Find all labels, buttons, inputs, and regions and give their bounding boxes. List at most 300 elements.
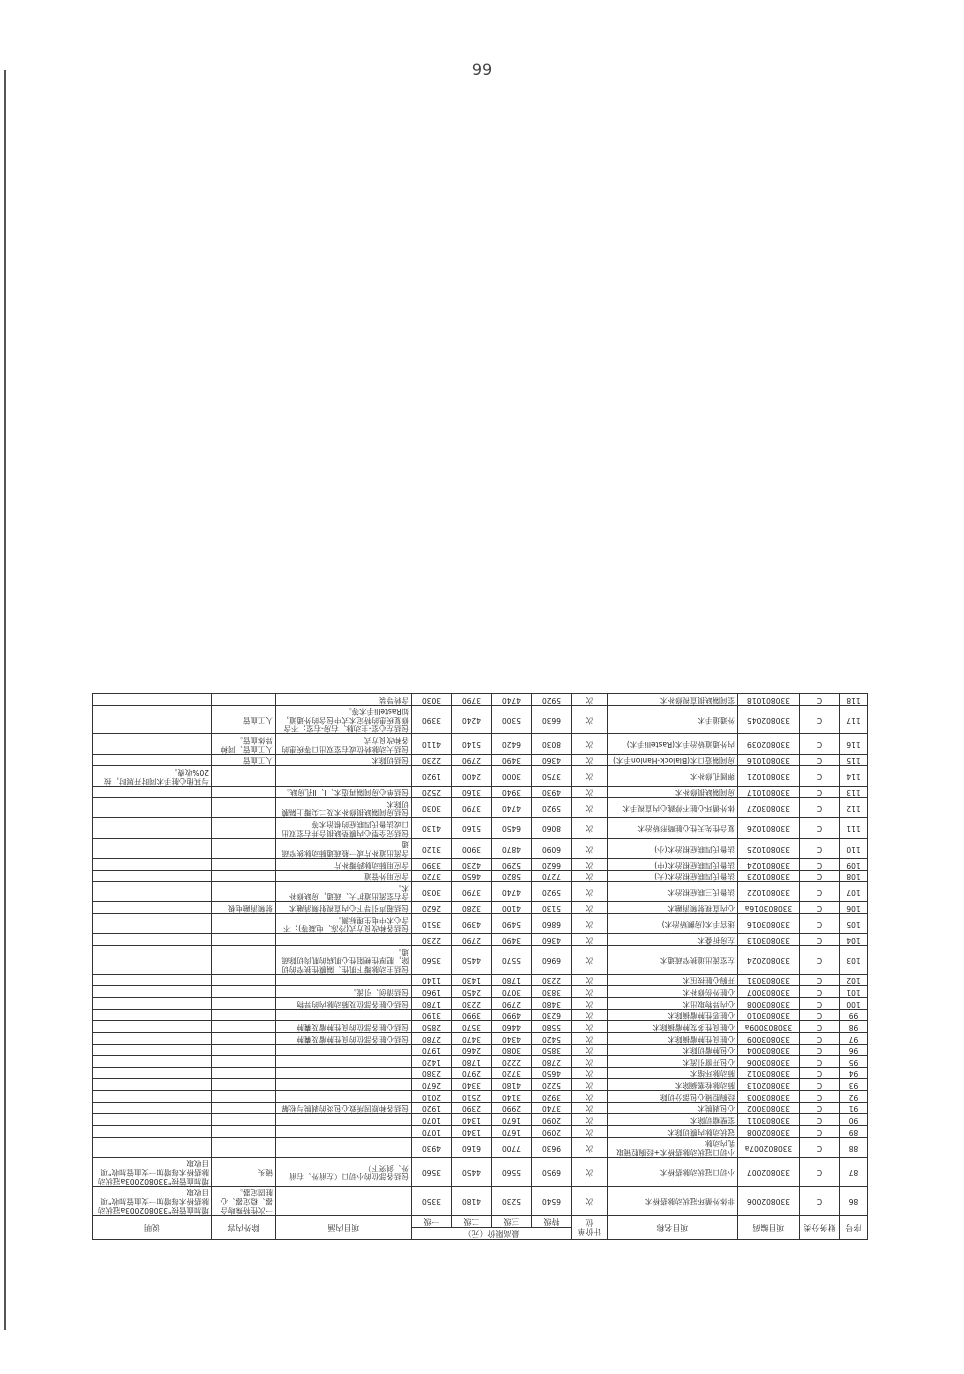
cell-category: C	[800, 870, 840, 882]
cell-price-grade1: 4930	[412, 1137, 452, 1157]
cell-name: 心脏良性多发肿瘤摘除术	[608, 1021, 738, 1033]
cell-seq: 110	[840, 838, 868, 858]
cell-name: 心内直视射频消融术	[608, 902, 738, 914]
cell-note	[93, 1137, 212, 1157]
cell-price-grade2: 4240	[452, 705, 492, 734]
cell-note	[93, 1079, 212, 1091]
cell-note	[93, 859, 212, 871]
cell-unit: 次	[572, 934, 608, 946]
table-row	[93, 1157, 868, 1186]
cell-unit: 次	[572, 882, 608, 902]
cell-code: 330803011	[738, 1114, 800, 1126]
cell-price-grade3: 4460	[492, 1021, 532, 1033]
cell-price-grade2: 4450	[452, 946, 492, 975]
cell-seq: 90	[840, 1114, 868, 1126]
cell-price-grade3: 3490	[492, 934, 532, 946]
cell-price-grade3: 3080	[492, 1044, 532, 1056]
cell-content: 包括心脏各部位及肺动脉内的异物	[276, 998, 412, 1010]
cell-name: 迷宫手术(房颤矫治术)	[608, 914, 738, 934]
cell-name: 心包剥脱术	[608, 1102, 738, 1114]
cell-name: 非体外循环冠状动脉搭桥术	[608, 1186, 738, 1215]
cell-code: 330803002	[738, 1102, 800, 1114]
cell-category: C	[800, 1044, 840, 1056]
cell-price-grade2: 2510	[452, 1091, 492, 1103]
cell-code: 330801026	[738, 818, 800, 838]
cell-price-grade3: 1670	[492, 1114, 532, 1126]
cell-code: 330802024	[738, 946, 800, 975]
cell-price-grade2: 4180	[452, 1186, 492, 1215]
cell-seq: 105	[840, 914, 868, 934]
cell-seq: 95	[840, 1056, 868, 1068]
table-row	[93, 1056, 868, 1068]
cell-name: 心脏外伤修补术	[608, 986, 738, 998]
cell-exclude: 一次性特殊吻合器、稳定器、心脏固定器。	[212, 1186, 276, 1215]
cell-content	[276, 1186, 412, 1215]
cell-price-grade1: 1140	[412, 974, 452, 986]
cell-note	[93, 1102, 212, 1114]
cell-code: 330803027	[738, 798, 800, 818]
cell-note	[93, 1056, 212, 1068]
cell-unit: 次	[572, 1021, 608, 1033]
cell-note	[93, 838, 212, 858]
cell-price-grade3: 5290	[492, 859, 532, 871]
cell-code: 330801021	[738, 766, 800, 786]
cell-note: 与其他心脏手术同时开展时，按20%收费。	[93, 766, 212, 786]
cell-price-special: 3750	[532, 766, 572, 786]
cell-price-grade1: 2230	[412, 934, 452, 946]
cell-content	[276, 974, 412, 986]
cell-unit: 次	[572, 694, 608, 706]
cell-code: 330803008	[738, 998, 800, 1010]
cell-code: 330801024	[738, 859, 800, 871]
table-row	[93, 1102, 868, 1114]
cell-content: 包括超声引导下心内直视射频消融术	[276, 902, 412, 914]
cell-unit: 次	[572, 974, 608, 986]
cell-name: 外通道手术	[608, 705, 738, 734]
cell-price-grade2: 2450	[452, 986, 492, 998]
cell-note	[93, 754, 212, 766]
table-row	[93, 1067, 868, 1079]
cell-price-special: 6230	[532, 1009, 572, 1021]
cell-price-grade1: 2670	[412, 1079, 452, 1091]
cell-price-grade3: 7700	[492, 1137, 532, 1157]
table-row	[93, 734, 868, 754]
rotated-table-container	[93, 125, 868, 1240]
cell-exclude	[212, 914, 276, 934]
cell-price-special: 3740	[532, 1102, 572, 1114]
cell-seq: 118	[840, 694, 868, 706]
cell-price-grade2: 2790	[452, 934, 492, 946]
cell-seq: 117	[840, 705, 868, 734]
header-grade2: 二级	[452, 1215, 492, 1227]
cell-unit: 次	[572, 798, 608, 818]
cell-note	[93, 694, 212, 706]
cell-content: 包括主动脉瓣下肌性、隔膜性狭窄的切除，肥厚性梗阻性心肌病的肌肉切除疏通。	[276, 946, 412, 975]
table-row	[93, 705, 868, 734]
cell-price-grade2: 2390	[452, 1102, 492, 1114]
cell-name: 法鲁氏四联症根治术(大)	[608, 870, 738, 882]
cell-price-special: 6630	[532, 705, 572, 734]
cell-price-grade2: 6160	[452, 1137, 492, 1157]
cell-exclude	[212, 766, 276, 786]
cell-category: C	[800, 798, 840, 818]
cell-seq: 97	[840, 1033, 868, 1045]
cell-price-grade1: 3190	[412, 1009, 452, 1021]
cell-code: 330802008	[738, 1126, 800, 1138]
cell-code: 330803003	[738, 1091, 800, 1103]
cell-name: 小切口冠状动脉搭桥术+经胸腔镜取乳内动脉	[608, 1137, 738, 1157]
cell-seq: 109	[840, 859, 868, 871]
table-row	[93, 882, 868, 902]
cell-price-special: 6620	[532, 859, 572, 871]
cell-exclude	[212, 798, 276, 818]
cell-note: 增加血管按"330802003a冠状动脉搭桥术每增加一支血管加收"项目收取	[93, 1157, 212, 1186]
cell-price-special: 8030	[532, 734, 572, 754]
cell-seq: 88	[840, 1137, 868, 1157]
cell-price-grade3: 1670	[492, 1126, 532, 1138]
cell-category: C	[800, 1114, 840, 1126]
cell-category: C	[800, 1079, 840, 1091]
cell-price-grade3: 3140	[492, 1091, 532, 1103]
cell-seq: 100	[840, 998, 868, 1010]
cell-note	[93, 705, 212, 734]
cell-exclude	[212, 1091, 276, 1103]
cell-seq: 96	[840, 1044, 868, 1056]
header-note: 说明	[93, 1215, 212, 1239]
cell-code: 330803016	[738, 914, 800, 934]
cell-name: 心脏恶性肿瘤摘除术	[608, 1009, 738, 1021]
cell-exclude	[212, 946, 276, 975]
cell-price-special: 3850	[532, 1044, 572, 1056]
cell-code: 330803013	[738, 934, 800, 946]
cell-price-grade1: 3390	[412, 859, 452, 871]
cell-note	[93, 1091, 212, 1103]
cell-price-grade1: 3560	[412, 1157, 452, 1186]
header-price-group: 最高限价（元）	[412, 1227, 572, 1239]
table-row	[93, 914, 868, 934]
cell-seq: 94	[840, 1067, 868, 1079]
cell-price-grade1: 2010	[412, 1091, 452, 1103]
cell-code: 330803004	[738, 1044, 800, 1056]
cell-price-grade3: 5300	[492, 705, 532, 734]
cell-code: 330801025	[738, 838, 800, 858]
table-row	[93, 1079, 868, 1091]
cell-category: C	[800, 754, 840, 766]
cell-category: C	[800, 1033, 840, 1045]
cell-price-grade2: 1780	[452, 1056, 492, 1068]
cell-price-grade3: 5490	[492, 914, 532, 934]
cell-unit: 次	[572, 1009, 608, 1021]
cell-name: 左房折叠术	[608, 934, 738, 946]
cell-content	[276, 1067, 412, 1079]
cell-exclude	[212, 1137, 276, 1157]
cell-seq: 91	[840, 1102, 868, 1114]
cell-price-grade3: 5230	[492, 1186, 532, 1215]
cell-code: 330802045	[738, 705, 800, 734]
cell-code: 330803016a	[738, 902, 800, 914]
header-name: 项目名称	[608, 1215, 738, 1239]
cell-category: C	[800, 786, 840, 798]
header-grade3: 三级	[492, 1215, 532, 1227]
cell-category: C	[800, 838, 840, 858]
cell-price-special: 3830	[532, 986, 572, 998]
cell-price-grade2: 2230	[452, 998, 492, 1010]
cell-note	[93, 974, 212, 986]
cell-name: 冠状动脉内膜切除术	[608, 1126, 738, 1138]
cell-note	[93, 986, 212, 998]
table-row	[93, 1009, 868, 1021]
cell-code: 330803009	[738, 1033, 800, 1045]
cell-unit: 次	[572, 734, 608, 754]
header-exclude: 除外内容	[212, 1215, 276, 1239]
cell-price-grade2: 3790	[452, 798, 492, 818]
cell-content: 包括心脏各部位的良性肿瘤及囊肿	[276, 1033, 412, 1045]
cell-exclude	[212, 838, 276, 858]
cell-price-special: 5420	[532, 1033, 572, 1045]
cell-price-grade2: 2790	[452, 754, 492, 766]
cell-price-grade3: 4740	[492, 798, 532, 818]
cell-exclude	[212, 1079, 276, 1091]
cell-price-grade3: 3070	[492, 986, 532, 998]
cell-name: 室壁瘤切除术	[608, 1114, 738, 1126]
cell-seq: 101	[840, 986, 868, 998]
cell-note: 增加血管按"330802003a冠状动脉搭桥术每增加一支血管加收"项目收取	[93, 1186, 212, 1215]
cell-price-special: 8060	[532, 818, 572, 838]
cell-content: 包括切除术	[276, 754, 412, 766]
cell-seq: 115	[840, 754, 868, 766]
cell-content: 包括单心房间隔再造术、I、II孔房缺。	[276, 786, 412, 798]
cell-price-grade2: 3570	[452, 1021, 492, 1033]
cell-category: C	[800, 998, 840, 1010]
header-special: 特级	[532, 1215, 572, 1227]
cell-price-grade2: 2970	[452, 1067, 492, 1079]
cell-name: 房间隔造口术(Blalock-Hanlon手术)	[608, 754, 738, 766]
cell-unit: 次	[572, 1033, 608, 1045]
table-row	[93, 1186, 868, 1215]
cell-price-grade1: 1920	[412, 766, 452, 786]
cell-price-grade2: 3340	[452, 1079, 492, 1091]
cell-price-grade2: 2400	[452, 766, 492, 786]
cell-price-grade3: 3720	[492, 1067, 532, 1079]
cell-name: 肺动脉环缩术	[608, 1067, 738, 1079]
cell-note	[93, 1126, 212, 1138]
cell-price-special: 5580	[532, 1021, 572, 1033]
cell-unit: 次	[572, 914, 608, 934]
cell-note	[93, 946, 212, 975]
cell-seq: 112	[840, 798, 868, 818]
cell-price-grade2: 4650	[452, 870, 492, 882]
cell-unit: 次	[572, 1056, 608, 1068]
cell-exclude	[212, 786, 276, 798]
cell-exclude	[212, 1033, 276, 1045]
cell-unit: 次	[572, 1079, 608, 1091]
cell-price-special: 4650	[532, 1067, 572, 1079]
cell-note	[93, 734, 212, 754]
cell-price-special: 2090	[532, 1126, 572, 1138]
cell-name: 心脏良性肿瘤摘除术	[608, 1033, 738, 1045]
cell-code: 330801016	[738, 754, 800, 766]
cell-content	[276, 1079, 412, 1091]
cell-category: C	[800, 914, 840, 934]
cell-price-grade2: 3790	[452, 694, 492, 706]
cell-exclude	[212, 1114, 276, 1126]
cell-unit: 次	[572, 870, 608, 882]
cell-seq: 93	[840, 1079, 868, 1091]
table-row	[93, 838, 868, 858]
cell-note	[93, 998, 212, 1010]
table-row	[93, 870, 868, 882]
cell-price-grade1: 1420	[412, 1056, 452, 1068]
cell-category: C	[800, 946, 840, 975]
cell-seq: 107	[840, 882, 868, 902]
cell-unit: 次	[572, 902, 608, 914]
cell-seq: 103	[840, 946, 868, 975]
cell-price-grade3: 4100	[492, 902, 532, 914]
cell-unit: 次	[572, 986, 608, 998]
cell-category: C	[800, 1009, 840, 1021]
table-row	[93, 1021, 868, 1033]
cell-price-grade3: 3940	[492, 786, 532, 798]
cell-name: 心包开窗引流术	[608, 1056, 738, 1068]
cell-category: C	[800, 882, 840, 902]
cell-content	[276, 1137, 412, 1157]
cell-price-grade3: 4870	[492, 838, 532, 858]
cell-seq: 114	[840, 766, 868, 786]
cell-price-grade3: 1780	[492, 974, 532, 986]
cell-price-special: 5920	[532, 882, 572, 902]
cell-price-grade3: 6450	[492, 818, 532, 838]
cell-price-grade2: 2460	[452, 1044, 492, 1056]
cell-price-grade3: 3490	[492, 754, 532, 766]
cell-name: 卵圆孔修补术	[608, 766, 738, 786]
cell-name: 小切口冠状动脉搭桥术	[608, 1157, 738, 1186]
cell-price-special: 4360	[532, 934, 572, 946]
cell-price-special: 3920	[532, 1091, 572, 1103]
cell-note	[93, 1067, 212, 1079]
cell-seq: 102	[840, 974, 868, 986]
cell-category: C	[800, 734, 840, 754]
cell-content: 包括各种原因所致心包炎的剥脱与松解	[276, 1102, 412, 1114]
cell-code: 330803012	[738, 1067, 800, 1079]
cell-note	[93, 798, 212, 818]
cell-code: 330803007	[738, 986, 800, 998]
cell-price-grade2: 3160	[452, 786, 492, 798]
cell-price-grade1: 2780	[412, 1033, 452, 1045]
cell-price-grade3: 2990	[492, 1102, 532, 1114]
cell-exclude	[212, 694, 276, 706]
cell-content: 包括清创、引流。	[276, 986, 412, 998]
cell-note	[93, 870, 212, 882]
cell-unit: 次	[572, 838, 608, 858]
cell-price-grade3: 4180	[492, 1079, 532, 1091]
cell-content: 包括各部位的小切口（左前外、右前外、剑突下）	[276, 1157, 412, 1186]
cell-content	[276, 1114, 412, 1126]
cell-price-grade1: 3560	[412, 946, 452, 975]
cell-price-special: 6960	[532, 946, 572, 975]
cell-price-grade3: 3000	[492, 766, 532, 786]
cell-content: 含流出道补片或一般疏通肺动脉狭窄疏通	[276, 838, 412, 858]
table-row	[93, 1126, 868, 1138]
cell-price-grade3: 4990	[492, 1009, 532, 1021]
cell-content: 含应用外管道	[276, 870, 412, 882]
table-row	[93, 786, 868, 798]
cell-seq: 113	[840, 786, 868, 798]
cell-unit: 次	[572, 1091, 608, 1103]
cell-content: 含应用肺动脉跨瓣补片	[276, 859, 412, 871]
header-seq: 序号	[840, 1215, 868, 1239]
cell-price-special: 5920	[532, 694, 572, 706]
table-row	[93, 1044, 868, 1056]
cell-name: 法鲁氏三联症根治术	[608, 882, 738, 902]
cell-seq: 87	[840, 1157, 868, 1186]
cell-name: 内外通道矫治手术(Rastelli手术)	[608, 734, 738, 754]
cell-note	[93, 1021, 212, 1033]
cell-price-grade2: 5160	[452, 818, 492, 838]
cell-category: C	[800, 1021, 840, 1033]
cell-price-grade2: 3280	[452, 902, 492, 914]
cell-seq: 98	[840, 1021, 868, 1033]
cell-category: C	[800, 1091, 840, 1103]
table-row	[93, 1114, 868, 1126]
cell-content: 包括完全型心内膜垫缺损合并右室双出口或法鲁氏四联症的根治术等	[276, 818, 412, 838]
cell-category: C	[800, 1126, 840, 1138]
cell-unit: 次	[572, 946, 608, 975]
cell-unit: 次	[572, 1114, 608, 1126]
table-row	[93, 766, 868, 786]
cell-price-grade1: 3350	[412, 1186, 452, 1215]
cell-code: 330803010	[738, 1009, 800, 1021]
cell-content	[276, 1126, 412, 1138]
cell-name: 体外循环心脏不停跳心内直视手术	[608, 798, 738, 818]
cell-price-special: 7270	[532, 870, 572, 882]
cell-unit: 次	[572, 786, 608, 798]
cell-price-grade2: 3900	[452, 838, 492, 858]
cell-note	[93, 934, 212, 946]
table-row	[93, 902, 868, 914]
cell-name: 法鲁氏四联症根治术(中)	[608, 859, 738, 871]
table-row	[93, 998, 868, 1010]
table-row	[93, 934, 868, 946]
header-code: 项目编码	[738, 1215, 800, 1239]
cell-price-grade1: 3030	[412, 798, 452, 818]
cell-price-grade1: 2620	[412, 902, 452, 914]
cell-unit: 次	[572, 1102, 608, 1114]
cell-price-grade1: 3030	[412, 882, 452, 902]
cell-note	[93, 902, 212, 914]
cell-seq: 92	[840, 1091, 868, 1103]
cell-seq: 116	[840, 734, 868, 754]
cell-content	[276, 934, 412, 946]
cell-exclude: 人工血管	[212, 754, 276, 766]
cell-price-special: 3480	[532, 998, 572, 1010]
cell-note	[93, 786, 212, 798]
cell-price-grade3: 5820	[492, 870, 532, 882]
table-row	[93, 754, 868, 766]
table-row	[93, 798, 868, 818]
cell-content	[276, 1056, 412, 1068]
cell-category: C	[800, 818, 840, 838]
cell-code: 330802013	[738, 1079, 800, 1091]
cell-unit: 次	[572, 1186, 608, 1215]
cell-note	[93, 1114, 212, 1126]
cell-exclude: 镜头	[212, 1157, 276, 1186]
cell-price-grade2: 3990	[452, 1009, 492, 1021]
cell-category: C	[800, 1056, 840, 1068]
cell-content: 含转导装	[276, 694, 412, 706]
cell-price-special: 5130	[532, 902, 572, 914]
cell-note	[93, 882, 212, 902]
cell-price-grade2: 1340	[452, 1114, 492, 1126]
